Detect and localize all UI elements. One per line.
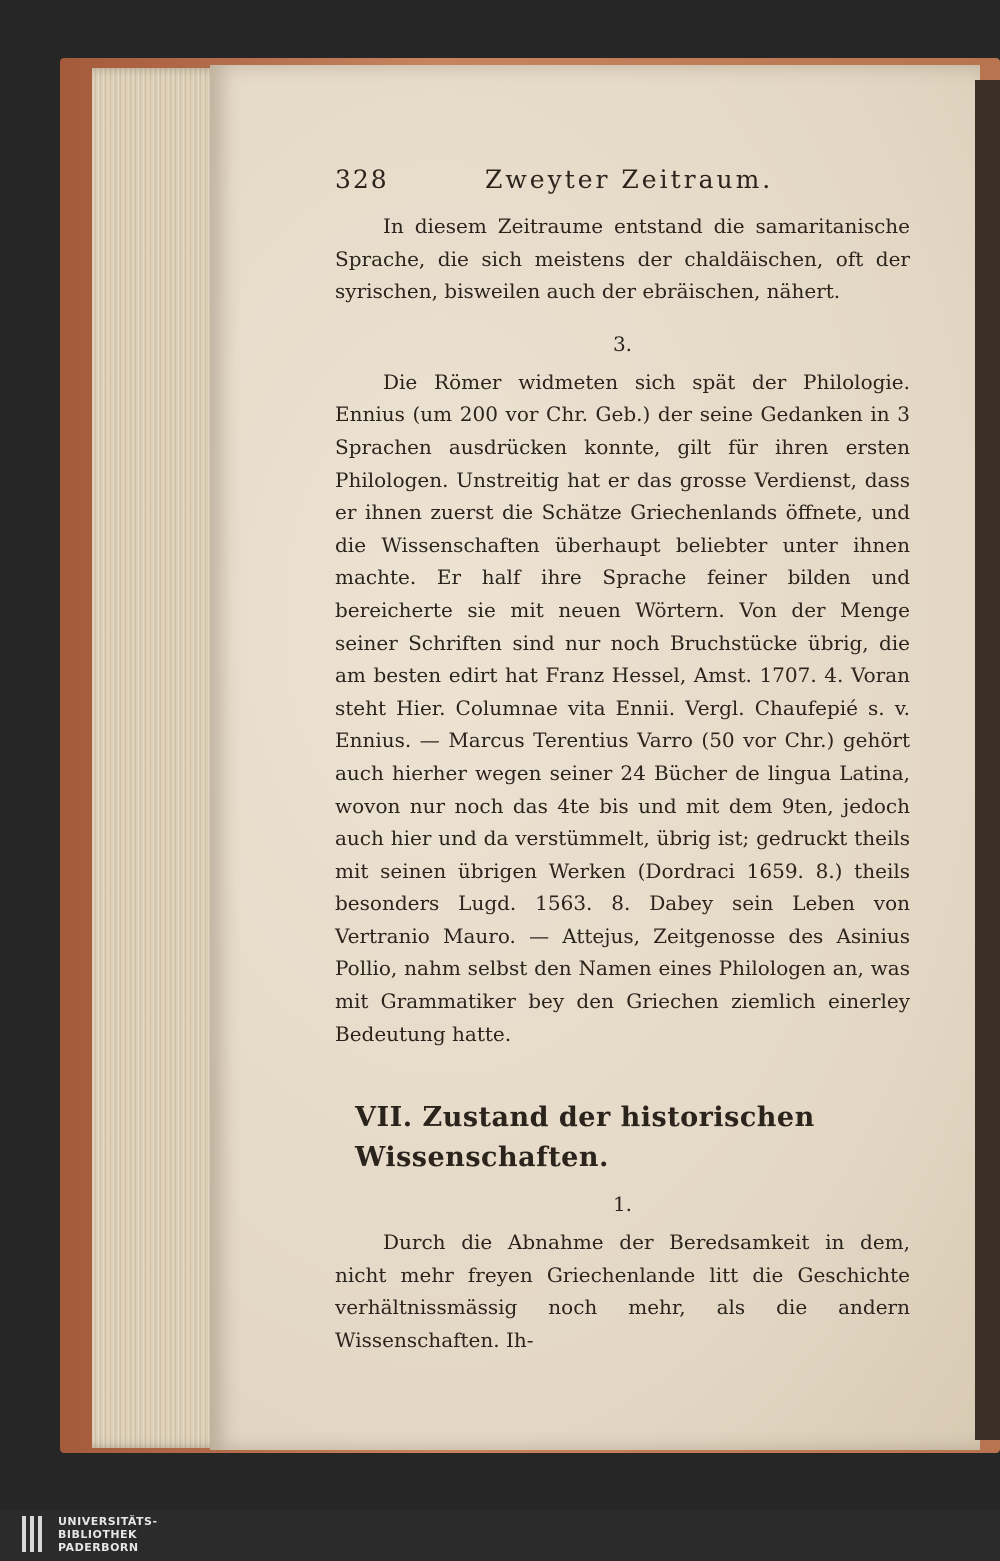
library-logo-icon: [20, 1512, 48, 1556]
library-name-line1: UNIVERSITÄTS-: [58, 1514, 158, 1528]
running-head-title: Zweyter Zeitraum.: [485, 165, 774, 194]
page-edges: [92, 68, 222, 1448]
paragraph-history: Durch die Abnahme der Beredsamkeit in dem, nicht mehr freyen Griechenlande litt die Geschichte verhältnissmässig noch mehr, als die andern Wissenschaften. Ih-: [335, 1230, 910, 1353]
chapter-heading: VII. Zustand der historischen Wissenschaften.: [355, 1102, 815, 1174]
library-name-line3: PADERBORN: [58, 1540, 139, 1554]
section-number-3: 3.: [612, 331, 633, 356]
paragraph-romans: Die Römer widmeten sich spät der Philologie. Ennius (um 200 vor Chr. Geb.) der seine Gedanken in 3 Sprachen ausdrücken konnte, gilt für ihren ersten Philologen. Unstreitig hat er das grosse Verdienst, dass er ihnen zuerst die Schätze Griechenlands öffnete, und die Wissenschaften überhaupt beliebter unter ihnen machte. Er half ihre Sprache feiner bilden und bereicherte sie mit neuen Wörtern. Von der Menge seiner Schriften sind nur noch Bruchstücke übrig, die am besten edirt hat Franz Hessel, Amst. 1707. 4. Voran steht Hier. Columnae vita Ennii. Vergl. Chaufepié s. v. Ennius. — Marcus Terentius Varro (50 vor Chr.) gehört auch hierher wegen seiner 24 Bücher de lingua Latina, wovon nur noch das 4te bis und mit dem 9ten, jedoch auch hier und da verstümmelt, übrig ist; gedruckt theils mit seinen übrigen Werken (Dordraci 1659. 8.) theils besonders Lugd. 1563. 8. Dabey sein Leben von Vertranio Mauro. — Attejus, Zeitgenosse des Asinius Pollio, nahm selbst den Namen eines Philologen an, was mit Grammatiker bey den Griechen ziemlich einerley Bedeutung hatte.: [335, 369, 910, 1046]
library-name-line2: BIBLIOTHEK: [58, 1527, 138, 1541]
paragraph-samaritan: In diesem Zeitraume entstand die samaritanische Sprache, die sich meistens der chaldäischen, oft der syrischen, bisweilen auch der ebräischen, nähert.: [335, 214, 910, 304]
page-number: 328: [335, 165, 389, 194]
page-text: [335, 165, 910, 1357]
library-name: [58, 1515, 158, 1554]
section-number-1: 1.: [612, 1192, 633, 1217]
running-head: [335, 165, 910, 210]
library-stamp: [20, 1510, 260, 1558]
page-gutter: [975, 80, 1000, 1440]
